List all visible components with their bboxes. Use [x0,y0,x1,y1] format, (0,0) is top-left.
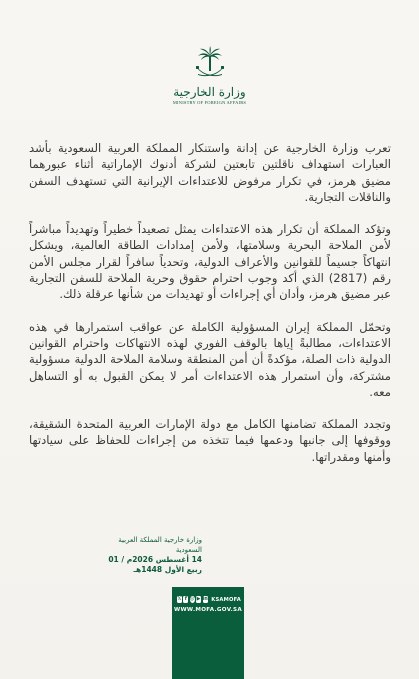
signature-date: 14 أغسطس 2026م / 01 ربيع الأول 1448هـ [108,555,202,574]
social-links [177,596,241,603]
footer-contact-tab [172,587,244,679]
paragraph-responsibility: وتحمّل المملكة إيران المسؤولية الكاملة عن عواقب استمرارها في هذه الاعتداءات، مطالبةً إياها بالوقف الفوري لهذه الانتهاكات واحترام القوانين الدولية ذات الصلة، مؤكدةً أن أمن المنطقة وسلامة الملاحة الدولية مسؤولية مشتركة، وأن استمرار هذه الاعتداءات أمر لا يمكن القبول به أو التساهل معه. [29,319,391,399]
youtube-icon[interactable]: ▶ [196,596,201,602]
ministry-logo [0,44,419,106]
x-icon[interactable]: 𝕏 [177,596,182,602]
saudi-emblem-palm-swords-icon [193,44,227,84]
signature-organization: وزارة خارجية المملكة العربية السعودية [118,536,202,554]
ministry-name-arabic: وزارة الخارجية [173,85,246,99]
statement-body [29,140,391,465]
website-link[interactable]: WWW.MOFA.GOV.SA [173,607,243,613]
linkedin-icon[interactable]: in [202,596,208,602]
social-handle[interactable]: KSAMOFA [211,596,241,603]
ministry-name-english: MINISTRY OF FOREIGN AFFAIRS [172,100,247,105]
instagram-icon[interactable]: ◎ [190,596,195,602]
paragraph-condemnation: تعرب وزارة الخارجية عن إدانة واستنكار المملكة العربية السعودية بأشد العبارات استهداف ناقلتين تابعتين لشركة أدنوك الإماراتية أثناء عبورهما مضيق هرمز، في تكرار مرفوض للاعتداءات الإيرانية التي تستهدف السفن والناقلات التجارية. [29,141,391,204]
signature-block [92,535,202,575]
facebook-icon[interactable]: f [184,596,187,602]
paragraph-solidarity: وتجدد المملكة تضامنها الكامل مع دولة الإمارات العربية المتحدة الشقيقة، ووقوفها إلى جانبها ودعمها فيما تتخذه من إجراءات للحفاظ على سيادتها وأمنها ومقدراتها. [29,417,391,464]
paragraph-escalation: وتؤكد المملكة أن تكرار هذه الاعتداءات يمثل تصعيداً خطيراً وتهديداً مباشراً لأمن الملاحة البحرية وسلامتها، ولأمن إمدادات الطاقة العالمية، ويشكل انتهاكاً جسيماً للقوانين والأعراف الدولية، وتحدياً سافراً لقرار مجلس الأمن رقم (2817) الذي أكد وجوب احترام حقوق وحرية الملاحة للسفن التجارية عبر مضيق هرمز، وأدان أي إجراءات أو تهديدات من شأنها عرقلة ذلك. [29,222,391,302]
